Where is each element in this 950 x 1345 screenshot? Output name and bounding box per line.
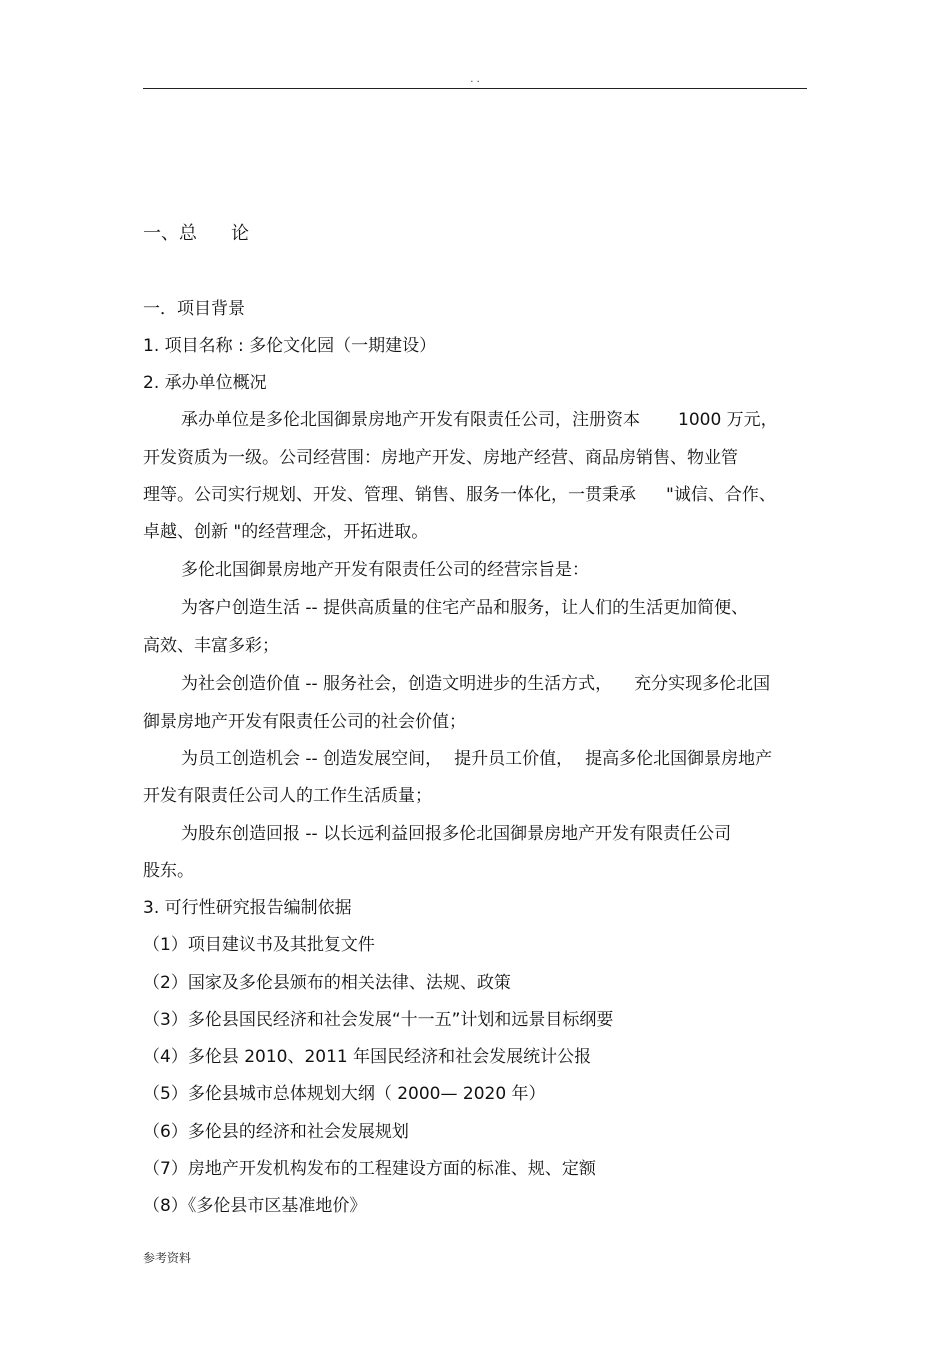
para4-line2: 御景房地产开发有限责任公司的社会价值；: [143, 712, 466, 732]
para5-line2: 开发有限责任公司人的工作生活质量；: [143, 786, 432, 806]
para5-line1-mid: 提升员工价值，: [454, 749, 574, 769]
header-mark: . .: [470, 74, 480, 85]
basis-item-6: （6）多伦县的经济和社会发展规划: [143, 1122, 409, 1142]
para5-line1-tail: 提高多伦北国御景房地产: [585, 749, 773, 769]
basis-item-8: （8）《多伦县市区基准地价》: [143, 1196, 367, 1216]
para1-line3-quote: "诚信、合作、: [666, 485, 776, 505]
para4-line1-tail: 充分实现多伦北国: [634, 674, 771, 694]
chapter-title-word: 论: [231, 223, 249, 244]
basis-item-7: （7）房地产开发机构发布的工程建设方面的标准、规、定额: [143, 1159, 596, 1179]
para5-line1: [181, 747, 772, 771]
item-1-project-name: 1. 项目名称 : 多伦文化园（一期建设）: [143, 336, 437, 356]
para6-line1: 为股东创造回报 -- 以长远利益回报多伦北国御景房地产开发有限责任公司: [181, 824, 732, 844]
para1-line2: 开发资质为一级。公司经营围：房地产开发、房地产经营、商品房销售、物业管: [143, 448, 738, 468]
para1-line1-text: 承办单位是多伦北国御景房地产开发有限责任公司，注册资本: [181, 410, 640, 430]
basis-item-4: （4）多伦县 2010、2011 年国民经济和社会发展统计公报: [143, 1047, 592, 1067]
para4-line1: [181, 672, 770, 696]
para1-line3: [143, 483, 776, 507]
basis-item-5: （5）多伦县城市总体规划大纲（ 2000— 2020 年）: [143, 1084, 546, 1104]
basis-item-2: （2）国家及多伦县颁布的相关法律、法规、政策: [143, 973, 511, 993]
para3-line1: 为客户创造生活 -- 提供高质量的住宅产品和服务，让人们的生活更加简便、: [181, 598, 749, 618]
chapter-title-number: 一、总: [143, 223, 197, 244]
para5-line1-text: 为员工创造机会 -- 创造发展空间，: [181, 749, 443, 769]
header-rule: [143, 88, 807, 89]
section-title: 一．项目背景: [143, 299, 245, 319]
para3-line2: 高效、丰富多彩；: [143, 636, 279, 656]
para1-capital: 1000 万元，: [678, 410, 778, 430]
item-2-heading: 2. 承办单位概况: [143, 373, 267, 393]
para4-line1-text: 为社会创造价值 -- 服务社会，创造文明进步的生活方式，: [181, 674, 613, 694]
para1-line3-text: 理等。公司实行规划、开发、管理、销售、服务一体化，一贯秉承: [143, 485, 636, 505]
basis-item-1: （1）项目建议书及其批复文件: [143, 935, 375, 955]
para1-line4: 卓越、创新 "的经营理念，开拓进取。: [143, 522, 429, 542]
para2: 多伦北国御景房地产开发有限责任公司的经营宗旨是：: [181, 560, 589, 580]
footer-note: 参考资料: [143, 1251, 192, 1265]
para6-line2: 股东。: [143, 861, 194, 881]
basis-item-3: （3）多伦县国民经济和社会发展“十一五”计划和远景目标纲要: [143, 1010, 614, 1030]
item-3-heading: 3. 可行性研究报告编制依据: [143, 898, 352, 918]
chapter-title: [143, 222, 249, 246]
para1-line1: [181, 408, 778, 432]
